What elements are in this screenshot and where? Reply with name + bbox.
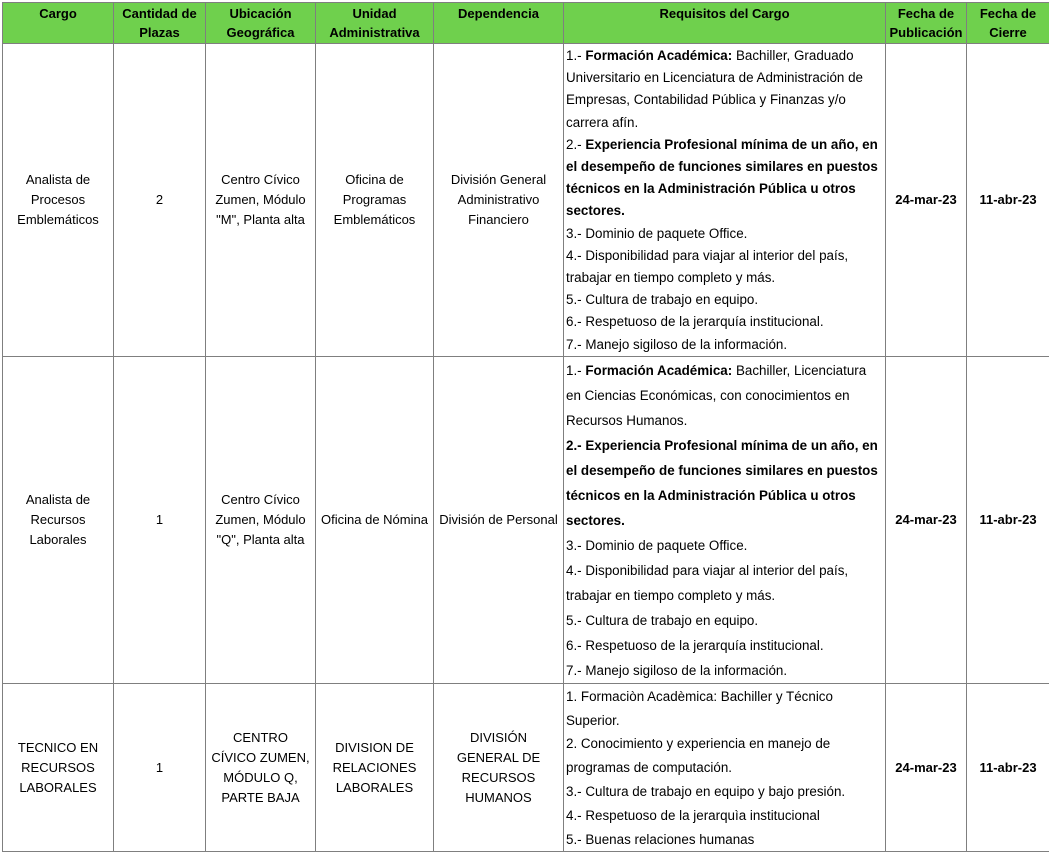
cell-unidad: Oficina de Nómina xyxy=(316,356,434,683)
cell-requisitos xyxy=(564,44,886,357)
cell-requisitos xyxy=(564,683,886,852)
requirement-item: 5.- Cultura de trabajo en equipo. xyxy=(566,289,883,311)
requirement-item: 5.- Buenas relaciones humanas xyxy=(566,828,883,852)
requirement-item: 4.- Disponibilidad para viajar al interior del país, trabajar en tiempo completo y más. xyxy=(566,245,883,289)
header-unidad: Unidad Administrativa xyxy=(316,3,434,44)
requirement-item: 3.- Dominio de paquete Office. xyxy=(566,223,883,245)
requirement-item: 2. Conocimiento y experiencia en manejo de programas de computación. xyxy=(566,732,883,780)
cell-ubicacion: CENTRO CÍVICO ZUMEN, MÓDULO Q, PARTE BAJA xyxy=(206,683,316,852)
cell-publicacion: 24-mar-23 xyxy=(886,44,967,357)
table-row xyxy=(3,44,1049,357)
requirement-item: 5.- Cultura de trabajo en equipo. xyxy=(566,608,883,633)
cell-requisitos xyxy=(564,356,886,683)
table-row xyxy=(3,356,1049,683)
cell-dependencia: División de Personal xyxy=(434,356,564,683)
header-plazas: Cantidad de Plazas xyxy=(114,3,206,44)
requirement-item: 3.- Dominio de paquete Office. xyxy=(566,533,883,558)
requirement-item: 2.- Experiencia Profesional mínima de un año, en el desempeño de funciones similares en puestos técnicos en la Administración Pública u otros sectores. xyxy=(566,134,883,223)
cell-publicacion: 24-mar-23 xyxy=(886,356,967,683)
requirement-item: 4.- Respetuoso de la jerarquìa institucional xyxy=(566,804,883,828)
requirement-item: 7.- Manejo sigiloso de la información. xyxy=(566,334,883,356)
cell-plazas: 1 xyxy=(114,683,206,852)
cell-cierre: 11-abr-23 xyxy=(967,683,1049,852)
header-requisitos: Requisitos del Cargo xyxy=(564,3,886,44)
requirement-item: 6.- Respetuoso de la jerarquía institucional. xyxy=(566,311,883,333)
cell-dependencia: División General Administrativo Financiero xyxy=(434,44,564,357)
cell-cierre: 11-abr-23 xyxy=(967,356,1049,683)
cell-dependencia: DIVISIÓN GENERAL DE RECURSOS HUMANOS xyxy=(434,683,564,852)
requirement-item: 6.- Respetuoso de la jerarquía institucional. xyxy=(566,633,883,658)
header-cargo: Cargo xyxy=(3,3,114,44)
cell-unidad: DIVISION DE RELACIONES LABORALES xyxy=(316,683,434,852)
cell-cargo: TECNICO EN RECURSOS LABORALES xyxy=(3,683,114,852)
cell-unidad: Oficina de Programas Emblemáticos xyxy=(316,44,434,357)
header-row xyxy=(3,3,1049,44)
table-row xyxy=(3,683,1049,852)
header-cierre: Fecha de Cierre xyxy=(967,3,1049,44)
cell-cargo: Analista de Procesos Emblemáticos xyxy=(3,44,114,357)
job-postings-table xyxy=(2,2,1049,852)
header-publicacion: Fecha de Publicación xyxy=(886,3,967,44)
cell-cargo: Analista de Recursos Laborales xyxy=(3,356,114,683)
cell-plazas: 2 xyxy=(114,44,206,357)
cell-ubicacion: Centro Cívico Zumen, Módulo "Q", Planta alta xyxy=(206,356,316,683)
requirement-item: 1.- Formación Académica: Bachiller, Licenciatura en Ciencias Económicas, con conocimientos en Recursos Humanos. xyxy=(566,358,883,433)
cell-plazas: 1 xyxy=(114,356,206,683)
requirement-item: 2.- Experiencia Profesional mínima de un año, en el desempeño de funciones similares en puestos técnicos en la Administración Pública u otros sectores. xyxy=(566,433,883,533)
header-ubicacion: Ubicación Geográfica xyxy=(206,3,316,44)
requirement-item: 4.- Disponibilidad para viajar al interior del país, trabajar en tiempo completo y más. xyxy=(566,558,883,608)
requirement-item: 7.- Manejo sigiloso de la información. xyxy=(566,658,883,683)
requirement-item: 1. Formaciòn Acadèmica: Bachiller y Técnico Superior. xyxy=(566,685,883,733)
cell-publicacion: 24-mar-23 xyxy=(886,683,967,852)
cell-ubicacion: Centro Cívico Zumen, Módulo "M", Planta alta xyxy=(206,44,316,357)
cell-cierre: 11-abr-23 xyxy=(967,44,1049,357)
header-dependencia: Dependencia xyxy=(434,3,564,44)
requirement-item: 3.- Cultura de trabajo en equipo y bajo presión. xyxy=(566,780,883,804)
requirement-item: 1.- Formación Académica: Bachiller, Graduado Universitario en Licenciatura de Administración de Empresas, Contabilidad Pública y Finanzas y/o carrera afín. xyxy=(566,45,883,134)
